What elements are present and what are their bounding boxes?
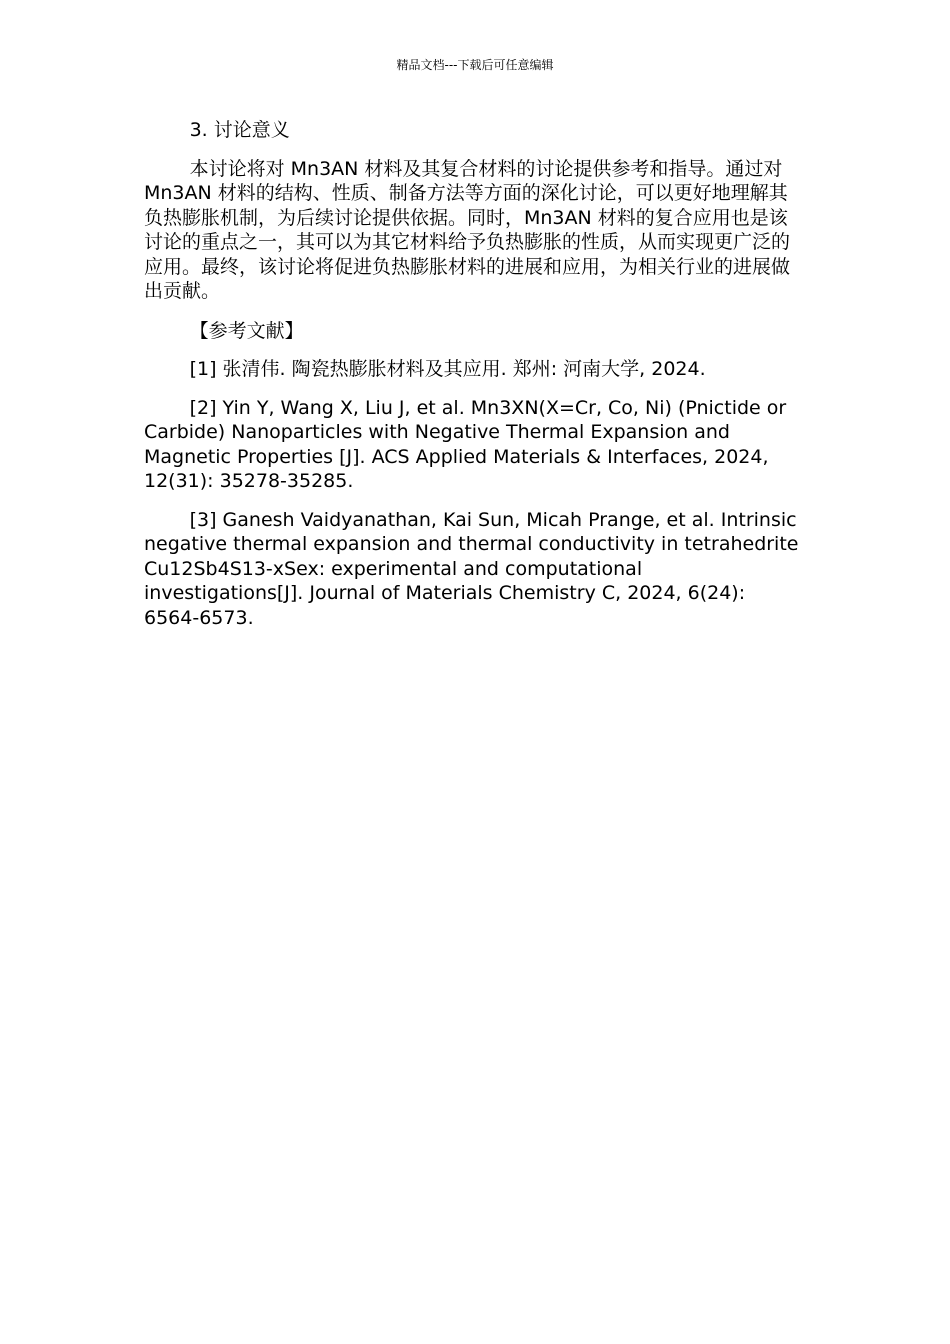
reference-item-1: [1] 张清伟. 陶瓷热膨胀材料及其应用. 郑州: 河南大学, 2024.: [189, 358, 706, 380]
section-heading: 3. 讨论意义: [189, 119, 290, 141]
section-body-paragraph: 本讨论将对 Mn3AN 材料及其复合材料的讨论提供参考和指导。通过对 Mn3AN 材料的结构、性质、制备方法等方面的深化讨论，可以更好地理解其负热膨胀机制，为后续讨论提供依据。同时，Mn3AN 材料的复合应用也是该讨论的重点之一，其可以为其它材料给予负热膨胀的性质，从而实现更广泛的应用。最终，该讨论将促进负热膨胀材料的进展和应用，为相关行业的进展做出贡献。: [144, 157, 791, 302]
reference-item-3: [3] Ganesh Vaidyanathan, Kai Sun, Micah Prange, et al. Intrinsic negative thermal expansion and thermal conductivity in tetrahedrite Cu12Sb4S13-xSex: experimental and computational investigations[J]. Journal of Materials Chemistry C, 2024, 6(24): 6564-6573.: [144, 508, 799, 629]
references-heading: 【参考文献】: [189, 319, 304, 342]
reference-item-2: [2] Yin Y, Wang X, Liu J, et al. Mn3XN(X=Cr, Co, Ni) (Pnictide or Carbide) Nanoparticles with Negative Thermal Expansion and Magnetic Properties [J]. ACS Applied Materials & Interfaces, 2024, 12(31): 35278-35285.: [144, 396, 787, 492]
document-body: [144, 118, 806, 644]
page-header: 精品文档---下载后可任意编辑: [396, 58, 554, 72]
